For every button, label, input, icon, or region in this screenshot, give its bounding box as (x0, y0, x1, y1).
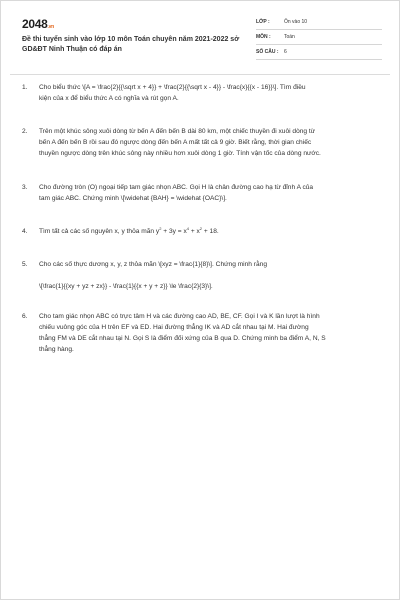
header (22, 15, 382, 65)
question-text: Cho đường tròn (O) ngoại tiếp tam giác nhọn ABC. Gọi H là chân đường cao hạ từ đỉnh A của tam giác ABC. Chứng minh \[\widehat {BAH} = \widehat {OAC}\]. (39, 184, 314, 202)
meta-row-class (256, 15, 382, 30)
document-title: Đề thi tuyển sinh vào lớp 10 môn Toán chuyên năm 2021-2022 sở GD&ĐT Ninh Thuận có đáp án (22, 36, 240, 53)
superscript: 2 (159, 225, 162, 231)
question-text: Trên một khúc sông xuôi dòng từ bến A đến bến B dài 80 km, một chiếc thuyền đi xuôi dòng từ bến A đến bến B rồi sau đó ngược dòng đến bến A mất tất cả 9 giờ. Biết rằng, thời gian chiếc thuyền ngược dòng trên khúc sông này nhiều hơn xuôi dòng 1 giờ. Tính vận tốc của dòng nước. (39, 128, 321, 157)
text-part: + 18. (202, 228, 219, 235)
question-number: 4. (22, 228, 28, 235)
meta-table (256, 15, 382, 60)
text-part: Tìm tất cả các số nguyên x, y thỏa mãn y (39, 228, 160, 235)
question-number: 5. (22, 261, 28, 268)
superscript: 4 (186, 225, 189, 231)
logo-tld: .vn (47, 24, 54, 30)
meta-value: 6 (284, 49, 287, 55)
site-logo[interactable] (22, 17, 54, 31)
question-text: Cho biểu thức \[A = \frac{2}{{\sqrt x + 4}} + \frac{2}{{\sqrt x - 4}} - \frac{x}{{x - 16}}\]. Tìm điều kiện của x để biểu thức A có nghĩa và rút gọn A. (39, 84, 306, 102)
meta-value: Ôn vào 10 (284, 19, 308, 25)
question-number: 1. (22, 84, 28, 91)
question-text: Cho các số thực dương x, y, z thỏa mãn \[xyz = \frac{1}{8}\]. Chứng minh rằng \[\frac{1}{{xy + yz + zx}} - \frac{1}{{x + y + z}} \le \frac{2}{3}\]. (39, 261, 268, 290)
superscript: 2 (199, 225, 203, 231)
meta-value: Toán (284, 34, 295, 40)
meta-label: MÔN : (256, 34, 271, 40)
question-text: Cho tam giác nhọn ABC có trực tâm H và các đường cao AD, BE, CF. Gọi I và K lần lượt là hình chiếu vuông góc của H trên EF và ED. Hai đường thẳng IK và AD cắt nhau tại M. Hai đường thẳng FM và DE cắt nhau tại N. Gọi S là điểm đối xứng của B qua D. Chứng minh ba điểm A, N, S thẳng hàng. (39, 313, 326, 353)
text-part: + 3y = x (161, 228, 187, 235)
meta-row-count (256, 45, 382, 60)
meta-label: SỐ CÂU : (256, 49, 279, 55)
text-part: + x (188, 228, 200, 235)
meta-label: LỚP : (256, 19, 270, 25)
meta-row-subject (256, 30, 382, 45)
question-number: 6. (22, 313, 28, 320)
question-number: 2. (22, 128, 28, 135)
header-divider (10, 74, 390, 75)
question-number: 3. (22, 184, 28, 191)
question-text (39, 226, 377, 237)
logo-text: 2048 (22, 17, 48, 31)
